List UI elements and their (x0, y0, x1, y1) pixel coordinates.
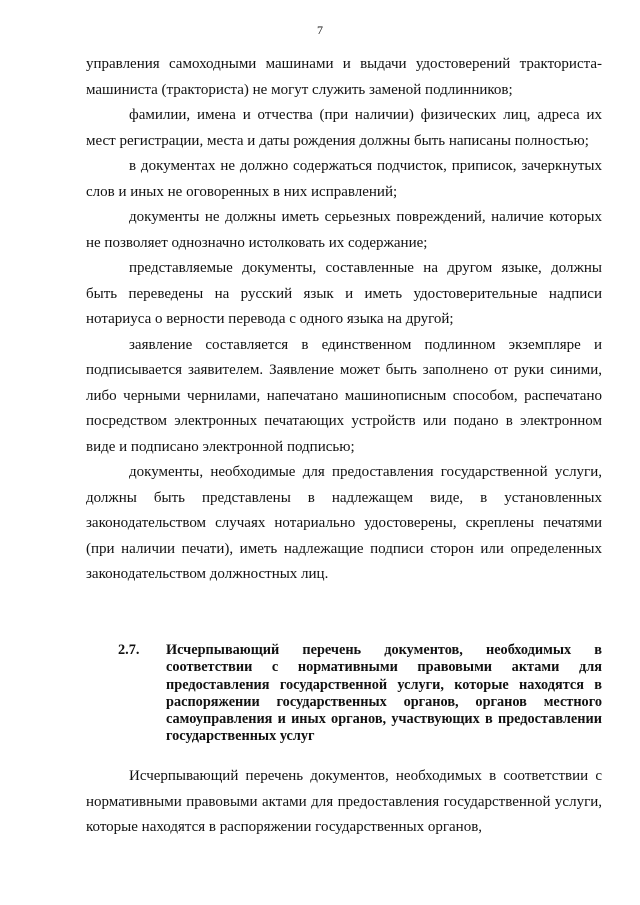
section-body (86, 764, 602, 841)
page-number: 7 (317, 23, 323, 37)
paragraph: представляемые документы, составленные на другом языке, должны быть переведены на русский язык и иметь удостоверительные надписи нотариуса о верности перевода с одного языка на другой; (86, 260, 602, 327)
paragraph: Исчерпывающий перечень документов, необходимых в соответствии с нормативными правовыми актами для предоставления государственной услуги, которые находятся в распоряжении государственных органов, (86, 768, 602, 835)
section-heading (118, 642, 602, 746)
section-title: Исчерпывающий перечень документов, необходимых в соответствии с нормативными правовыми актами для предоставления государственной услуги, которые находятся в распоряжении государственных органов, органов местного самоуправления и иных органов, участвующих в предоставлении государственных услуг (166, 642, 602, 745)
paragraph: в документах не должно содержаться подчисток, приписок, зачеркнутых слов и иных не оговоренных в них исправлений; (86, 158, 602, 200)
section-number: 2.7. (118, 642, 140, 658)
body-text (86, 52, 602, 588)
paragraph: управления самоходными машинами и выдачи удостоверений тракториста-машиниста (тракториста) не могут служить заменой подлинников; (86, 56, 602, 98)
paragraph: документы не должны иметь серьезных повреждений, наличие которых не позволяет однозначно истолковать их содержание; (86, 209, 602, 251)
paragraph: заявление составляется в единственном подлинном экземпляре и подписывается заявителем. Заявление может быть заполнено от руки синими, либо черными чернилами, напечатано машинописным способом, распечатано посредством электронных печатающих устройств или подано в электронном виде и подписано электронной подписью; (86, 336, 602, 455)
paragraph: фамилии, имена и отчества (при наличии) физических лиц, адреса их мест регистрации, места и даты рождения должны быть написаны полностью; (86, 107, 602, 149)
paragraph: документы, необходимые для предоставления государственной услуги, должны быть представлены в надлежащем виде, в установленных законодательством случаях нотариально удостоверены, скреплены печатями (при наличии печати), иметь надлежащие подписи сторон или определенных законодательством должностных лиц. (86, 464, 602, 582)
